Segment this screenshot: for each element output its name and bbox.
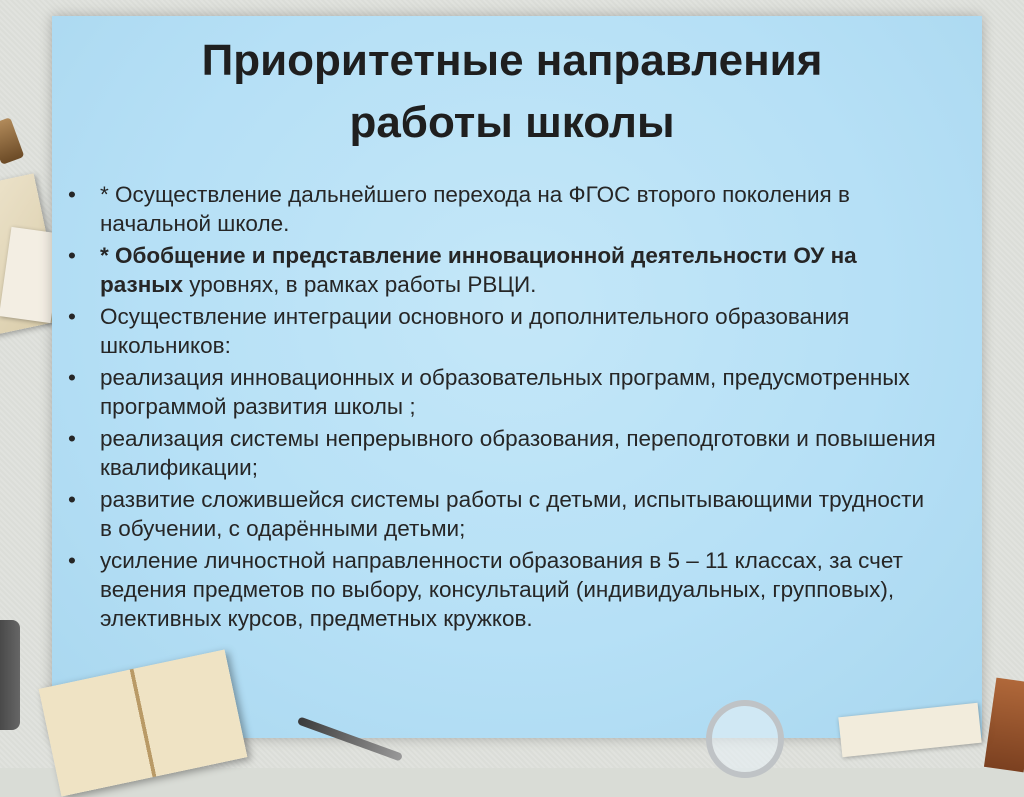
bullet-icon: • <box>68 426 76 451</box>
cup-decoration <box>0 620 20 730</box>
slide-title-line-2: работы школы <box>349 98 675 147</box>
list-item <box>62 241 942 299</box>
list-item-text: усиление личностной направленности образования в 5 – 11 классах, за счет ведения предметов по выбору, консультаций (индивидуальных, групповых), элективных курсов, предметных кружков. <box>100 548 903 631</box>
list-item-text: * Осуществление дальнейшего перехода на ФГОС второго поколения в начальной школе. <box>100 182 850 236</box>
slide-title <box>0 30 1024 154</box>
bullet-list <box>62 180 942 636</box>
bullet-icon: • <box>68 548 76 573</box>
list-item-text: Осуществление интеграции основного и дополнительного образования школьников: <box>100 304 850 358</box>
bullet-icon: • <box>68 182 76 207</box>
bullet-icon: • <box>68 365 76 390</box>
slide-title-line-1: Приоритетные направления <box>201 36 823 85</box>
bullet-icon: • <box>68 487 76 512</box>
bullet-icon: • <box>68 304 76 329</box>
list-item <box>62 424 942 482</box>
list-item-text: реализация инновационных и образовательных программ, предусмотренных программой развития школы ; <box>100 365 910 419</box>
list-item <box>62 485 942 543</box>
list-item <box>62 180 942 238</box>
list-item-text: развитие сложившейся системы работы с детьми, испытывающими трудности в обучении, с одарёнными детьми; <box>100 487 925 541</box>
box-decoration <box>984 678 1024 773</box>
list-item-text: уровнях, в рамках работы РВЦИ. <box>183 272 537 297</box>
list-item-text: реализация системы непрерывного образования, переподготовки и повышения квалификации; <box>100 426 936 480</box>
list-item-bold-text: * Обобщение и представление инновационной деятельности ОУ на разных <box>100 243 857 297</box>
magnifier-decoration <box>706 700 784 778</box>
list-item <box>62 363 942 421</box>
list-item <box>62 302 942 360</box>
bullet-icon: • <box>68 243 76 268</box>
list-item <box>62 546 942 633</box>
